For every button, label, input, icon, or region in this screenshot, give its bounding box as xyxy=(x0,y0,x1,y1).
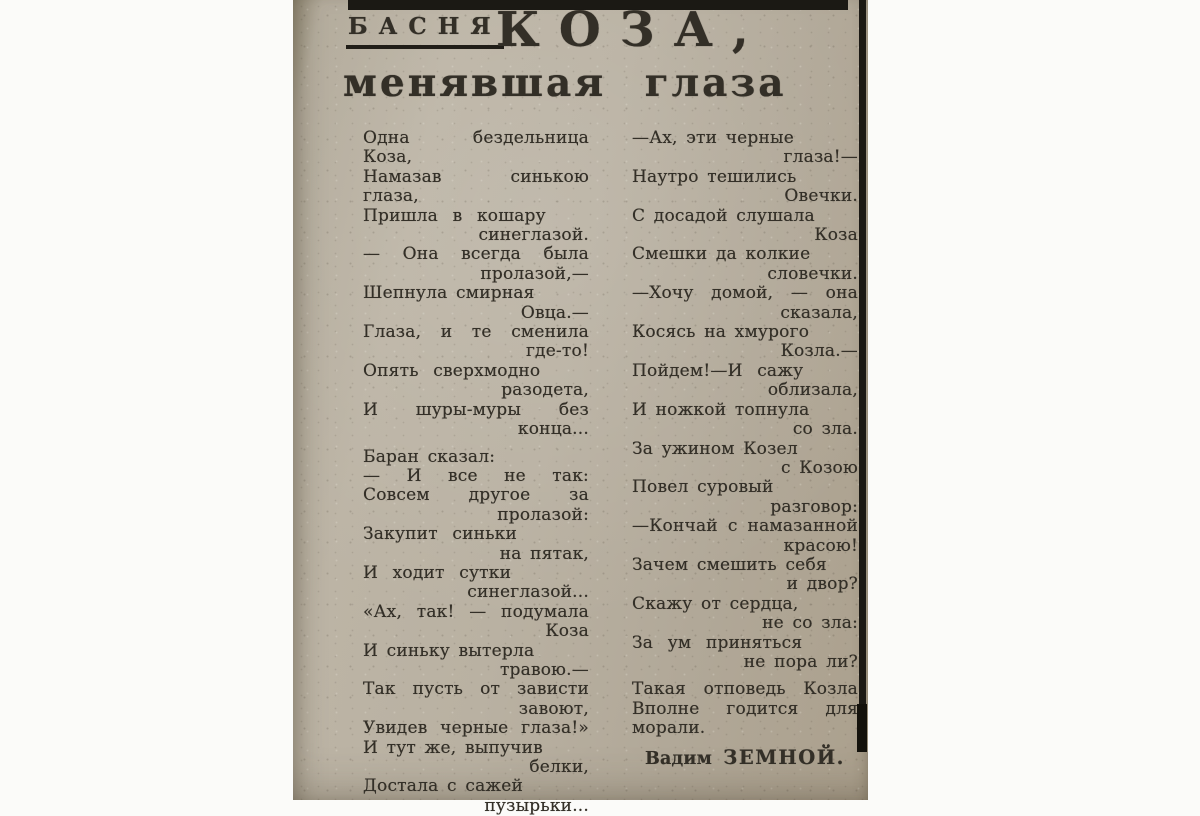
poem-line: Наутро тешились xyxy=(632,166,797,187)
poem-line: Баран сказал: xyxy=(363,446,496,467)
poem-line: Коза xyxy=(814,225,858,246)
poem-line: травою.— xyxy=(499,659,589,680)
byline-surname: ЗЕМНОЙ. xyxy=(712,745,845,769)
poem-line: Коза xyxy=(545,621,589,642)
poem-line: где-то! xyxy=(525,341,589,362)
poem-line: Такая отповедь Козла xyxy=(632,679,858,700)
poem-line: И тут же, выпучив xyxy=(363,737,543,758)
poem-line: разодета, xyxy=(501,380,589,401)
byline xyxy=(632,745,858,769)
poem-line: «Ах, так! — подумала xyxy=(363,601,589,622)
poem-line: Козла.— xyxy=(780,341,858,362)
poem-line: конца... xyxy=(517,419,589,440)
poem-line: пузырьки... xyxy=(484,795,589,816)
poem-line: Увидев черные глаза!» xyxy=(363,718,589,739)
poem-line: Пойдем!—И сажу xyxy=(632,360,804,381)
kicker-label: БАСНЯ xyxy=(346,13,504,49)
poem-line: Опять сверхмодно xyxy=(363,360,541,381)
poem-line: —Хочу домой, — она xyxy=(632,283,858,304)
poem-line: Скажу от сердца, xyxy=(632,593,799,614)
poem-line: Достала с сажей xyxy=(363,776,524,797)
poem-line: облизала, xyxy=(767,380,858,401)
poem-line: пролазой,— xyxy=(480,263,589,284)
poem-line: Шепнула смирная xyxy=(363,283,535,304)
poem-line: Одна бездельница Коза, xyxy=(363,128,589,168)
poem-line: глаза!— xyxy=(783,147,858,168)
poem-line: За ум приняться xyxy=(632,632,803,653)
poem-line: синеглазой... xyxy=(467,582,589,603)
poem-line: С досадой слушала xyxy=(632,205,815,226)
poem-line: Зачем смешить себя xyxy=(632,554,827,575)
poem-column-left xyxy=(363,129,589,816)
poem-line: Закупит синьки xyxy=(363,524,518,545)
poem-line: Глаза, и те сменила xyxy=(363,322,589,343)
poem-line: со зла. xyxy=(792,419,858,440)
poem-line: И синьку вытерла xyxy=(363,640,535,661)
poem-line: Смешки да колкие xyxy=(632,244,811,265)
poem-line: красою! xyxy=(783,535,858,556)
poem-line: Намазав синькою глаза, xyxy=(363,166,589,207)
poem-line: синеглазой. xyxy=(478,225,589,246)
poem-line: И ходит сутки xyxy=(363,562,512,583)
poem-line: —Ах, эти черные xyxy=(632,128,795,148)
poem-line: Так пусть от зависти xyxy=(363,679,589,700)
poem-line: И шуры-муры без xyxy=(363,399,589,420)
poem-line: и двор? xyxy=(786,574,858,595)
poem-line: Вполне годится для xyxy=(632,698,858,719)
page-title: КОЗА, xyxy=(496,2,768,58)
poem-line: Косясь на хмурого xyxy=(632,322,810,343)
poem-column-right xyxy=(632,129,858,769)
poem-line: Пришла в кошару xyxy=(363,205,546,226)
column-rule-end xyxy=(857,704,867,752)
poem-line: И ножкой топнула xyxy=(632,399,810,420)
poem-line: Овечки. xyxy=(784,186,858,207)
poem-line: с Козою xyxy=(780,457,858,478)
poem-line: За ужином Козел xyxy=(632,438,798,459)
poem-line: на пятак, xyxy=(499,543,589,564)
poem-line: пролазой: xyxy=(497,504,589,525)
newspaper-clipping xyxy=(293,0,868,816)
byline-first-name: Вадим xyxy=(645,748,713,769)
poem-line: — И все не так: xyxy=(363,465,589,486)
poem-line: — Она всегда была xyxy=(363,244,589,265)
poem-line: Совсем другое за xyxy=(363,485,589,506)
poem-line: морали. xyxy=(632,718,706,739)
poem-line: разговор: xyxy=(770,496,858,517)
poem-line: словечки. xyxy=(767,263,858,284)
poem-line: завоют, xyxy=(518,698,589,719)
poem-line: не со зла: xyxy=(762,613,858,634)
page-subtitle: менявшая глаза xyxy=(343,60,787,106)
poem-line: —Кончай с намазанной xyxy=(632,516,858,537)
poem-line: не пора ли? xyxy=(743,651,858,672)
poem-line: белки, xyxy=(529,757,589,777)
poem-line: Повел суровый xyxy=(632,477,774,498)
poem-line: Овца.— xyxy=(520,302,589,323)
poem-line: сказала, xyxy=(780,302,858,323)
column-rule xyxy=(859,0,866,752)
